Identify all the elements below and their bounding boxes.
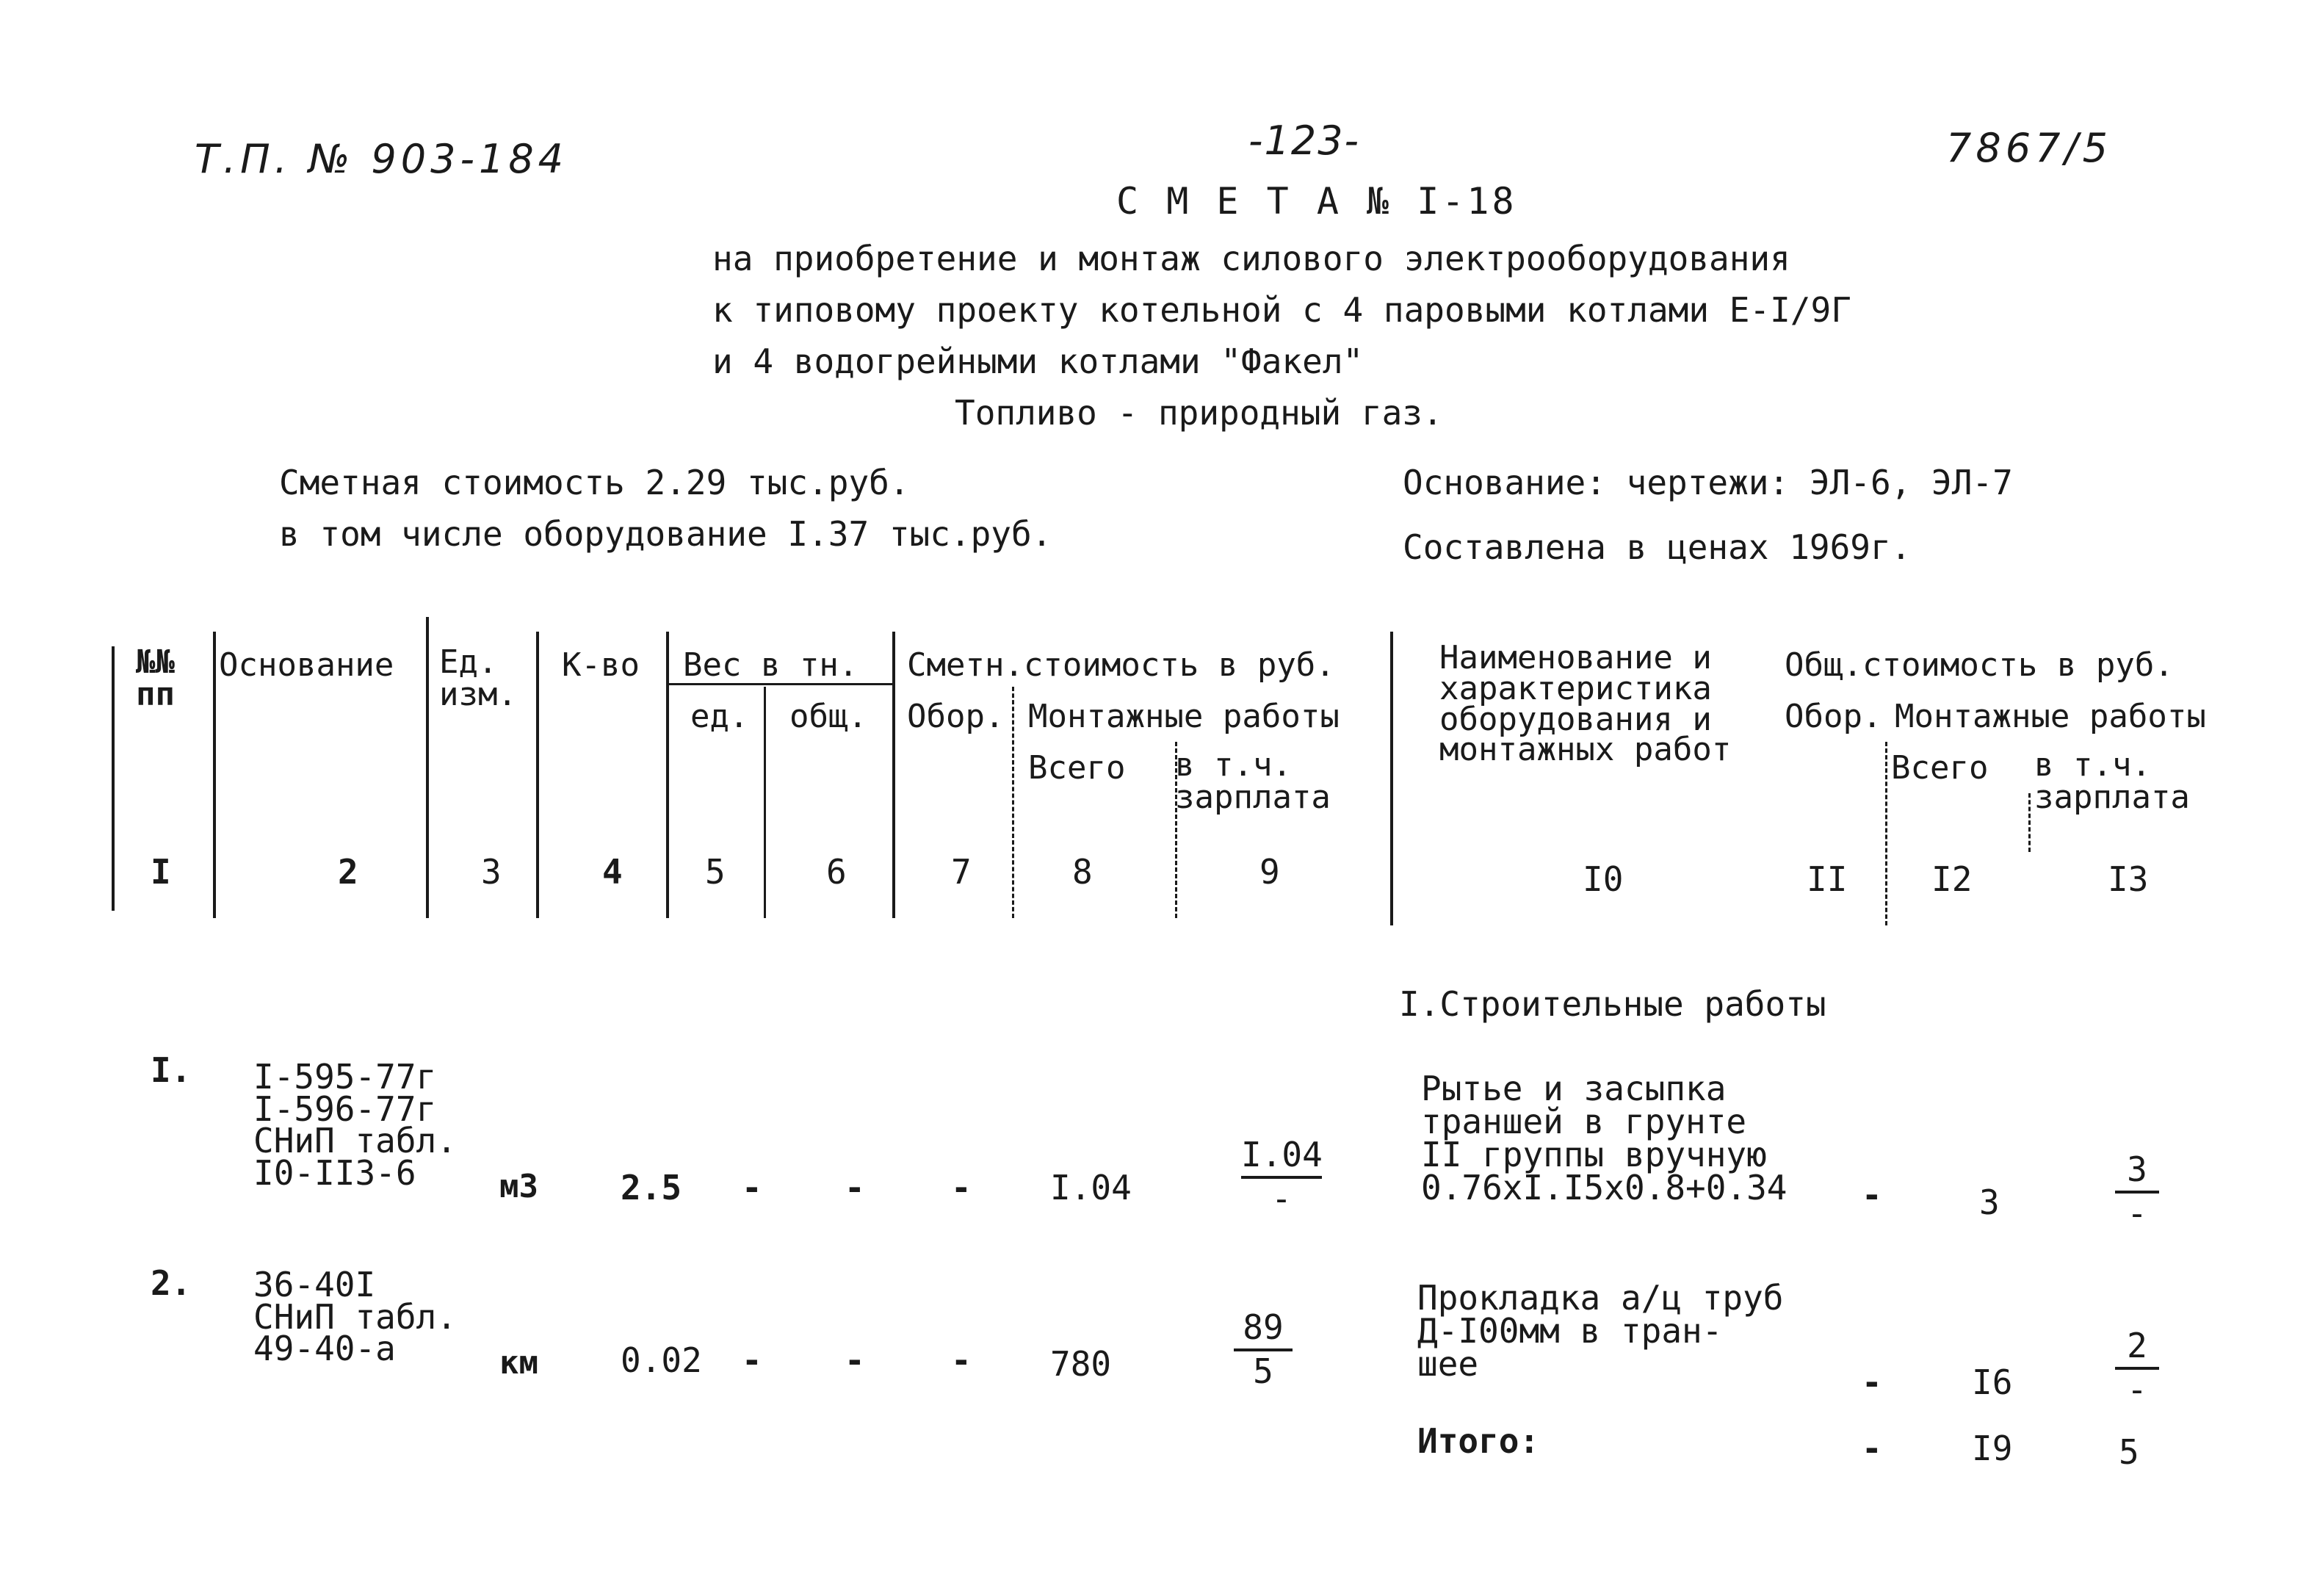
header-unit: Ед. изм.: [439, 643, 517, 713]
row-install-total: I.04: [1050, 1168, 1132, 1207]
row-wage-num: 89: [1234, 1307, 1293, 1351]
equipment-cost: в том числе оборудование I.37 тыс.руб.: [279, 514, 1052, 554]
row-total-equipment: -: [1862, 1362, 1882, 1402]
header-weight-unit: ед.: [690, 698, 749, 735]
header-total-wage: в т.ч. зарплата: [2034, 746, 2190, 816]
total-install: I9: [1972, 1429, 2013, 1468]
row-total-wage-fraction: [2115, 1149, 2159, 1233]
row-wage-den: -: [1271, 1179, 1292, 1218]
col-number-5: 5: [705, 852, 726, 892]
title-line-1: на приобретение и монтаж силового электрооборудования: [712, 239, 1790, 278]
row-unit: м3: [499, 1168, 538, 1205]
row-quantity: 0.02: [621, 1340, 702, 1380]
header-total-installation: Монтажные работы: [1895, 698, 2206, 735]
header-equipment: Обор.: [907, 698, 1005, 735]
header-quantity: К-во: [562, 646, 640, 684]
total-equipment: -: [1862, 1429, 1882, 1468]
col-number-9: 9: [1259, 852, 1280, 892]
page-number: -123-: [1248, 118, 1361, 164]
row-weight-total: -: [845, 1340, 865, 1380]
header-total-equipment: Обор.: [1785, 698, 1882, 735]
project-number: Т.П. № 903-184: [195, 136, 568, 182]
row-wage-fraction: [1241, 1135, 1322, 1218]
header-weight: Вес в тн.: [683, 646, 859, 684]
row-weight-unit: -: [742, 1168, 762, 1207]
col-number-13: I3: [2108, 859, 2149, 899]
section-title: I.Строительные работы: [1399, 984, 1826, 1024]
row-total-install: 3: [1979, 1182, 2000, 1222]
header-installation: Монтажные работы: [1028, 698, 1340, 735]
row-weight-unit: -: [742, 1340, 762, 1380]
header-basis: Основание: [219, 646, 394, 684]
title-line-3: и 4 водогрейными котлами "Факел": [712, 342, 1364, 381]
col-number-4: 4: [602, 852, 623, 892]
row-total-install: I6: [1972, 1362, 2013, 1402]
row-equipment: -: [951, 1168, 972, 1207]
row-total-wage-num: 2: [2115, 1326, 2159, 1370]
fuel-line: Топливо - природный газ.: [955, 393, 1443, 433]
header-install-wage: в т.ч. зарплата: [1175, 746, 1331, 816]
row-total-wage-den: -: [2127, 1194, 2147, 1233]
row-number: 2.: [151, 1263, 192, 1303]
total-label: Итого:: [1417, 1421, 1540, 1461]
row-description: Рытье и засыпка траншей в грунте II группы вручную 0.76хI.I5х0.8+0.34: [1421, 1069, 1788, 1208]
estimated-cost: Сметная стоимость 2.29 тыс.руб.: [279, 463, 910, 502]
archive-number: 7867/5: [1946, 125, 2112, 171]
col-number-12: I2: [1931, 859, 1973, 899]
header-total-install-sum: Всего: [1891, 749, 1989, 787]
row-unit: км: [499, 1344, 538, 1382]
price-year: Составлена в ценах 1969г.: [1403, 527, 1912, 567]
row-install-total: 780: [1050, 1344, 1112, 1384]
row-description: Прокладка а/ц труб Д-I00мм в тран- шее: [1417, 1278, 1784, 1384]
header-install-total: Всего: [1028, 749, 1126, 787]
header-total-cost: Общ.стоимость в руб.: [1785, 646, 2174, 684]
row-wage-den: 5: [1253, 1351, 1273, 1391]
row-quantity: 2.5: [621, 1168, 682, 1207]
row-number: I.: [151, 1050, 192, 1090]
row-total-wage-num: 3: [2115, 1149, 2159, 1194]
col-number-10: I0: [1583, 859, 1624, 899]
row-basis: I-595-77г I-596-77г СНиП табл. I0-II3-6: [253, 1057, 457, 1194]
row-total-equipment: -: [1862, 1175, 1882, 1215]
total-wage: 5: [2119, 1432, 2139, 1472]
row-wage-num: I.04: [1241, 1135, 1322, 1179]
row-total-wage-fraction: [2115, 1326, 2159, 1409]
col-number-6: 6: [826, 852, 847, 892]
row-total-wage-den: -: [2127, 1370, 2147, 1409]
col-number-8: 8: [1072, 852, 1093, 892]
row-wage-fraction: [1234, 1307, 1293, 1391]
col-number-7: 7: [951, 852, 972, 892]
header-number: №№ пп: [136, 643, 175, 713]
row-equipment: -: [951, 1340, 972, 1380]
row-basis: 36-40I СНиП табл. 49-40-а: [253, 1265, 457, 1369]
title-line-2: к типовому проекту котельной с 4 паровыми котлами Е-I/9Г: [712, 290, 1851, 330]
col-number-2: 2: [338, 852, 358, 892]
row-weight-total: -: [845, 1168, 865, 1207]
header-weight-total: общ.: [789, 698, 867, 735]
col-number-11: II: [1807, 859, 1848, 899]
header-estimated-cost: Сметн.стоимость в руб.: [907, 646, 1335, 684]
basis-drawings: Основание: чертежи: ЭЛ-6, ЭЛ-7: [1403, 463, 2013, 502]
col-number-3: 3: [481, 852, 502, 892]
col-number-1: I: [151, 852, 171, 892]
estimate-heading: С М Е Т А № I-18: [1116, 180, 1517, 223]
header-description: Наименование и характеристика оборудования и монтажных работ: [1439, 639, 1732, 769]
